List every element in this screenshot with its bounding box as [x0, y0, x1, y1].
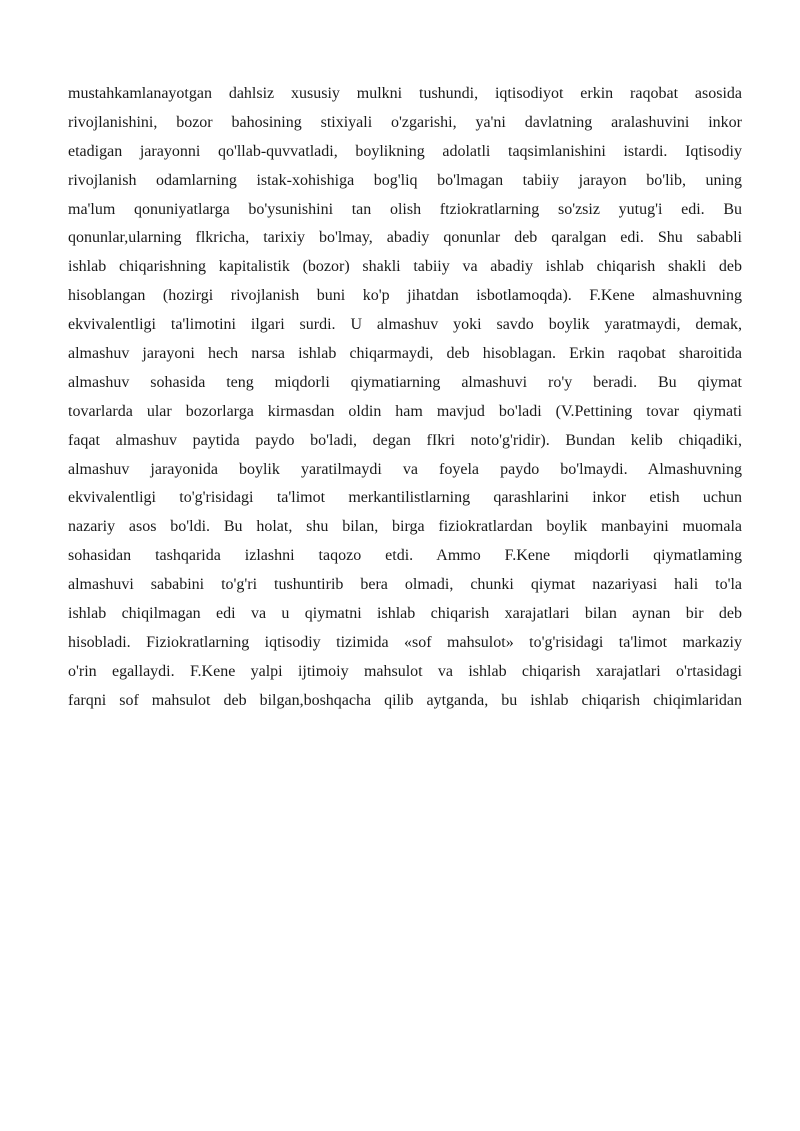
text-line: sohasidan tashqarida izlashni taqozo etdi. Ammo F.Kene miqdorli qiymatlaming: [68, 547, 742, 565]
body-text: [68, 80, 742, 716]
text-line: rivojlanishini, bozor bahosining stixiyali o'zgarishi, ya'ni davlatning aralashuvini inkor: [68, 113, 742, 131]
text-line: mustahkamlanayotgan dahlsiz xususiy mulkni tushundi, iqtisodiyot erkin raqobat asosida: [68, 85, 742, 102]
text-line: farqni sof mahsulot deb bilgan,boshqacha qilib aytganda, bu ishlab chiqarish chiqimlaridan: [68, 691, 742, 709]
text-line: tovarlarda ular bozorlarga kirmasdan oldin ham mavjud bo'ladi (V.Pettining tovar qiymati: [68, 402, 742, 420]
text-line: hisoblangan (hozirgi rivojlanish buni ko'p jihatdan isbotlamoqda). F.Kene almashuvning: [68, 287, 742, 305]
text-line: almashuvi sababini to'g'ri tushuntirib bera olmadi, chunki qiymat nazariyasi hali to'la: [68, 576, 742, 594]
text-line: ishlab chiqilmagan edi va u qiymatni ishlab chiqarish xarajatlari bilan aynan bir deb: [68, 605, 742, 623]
text-line: ekvivalentligi ta'limotini ilgari surdi. U almashuv yoki savdo boylik yaratmaydi, demak,: [68, 316, 742, 334]
text-line: ekvivalentligi to'g'risidagi ta'limot merkantilistlarning qarashlarini inkor etish uchun: [68, 489, 742, 507]
text-line: qonunlar,ularning flkricha, tarixiy bo'lmay, abadiy qonunlar deb qaralgan edi. Shu sababli: [68, 229, 742, 247]
text-line: faqat almashuv paytida paydo bo'ladi, degan fIkri noto'g'ridir). Bundan kelib chiqadiki,: [68, 431, 742, 449]
text-line: hisobladi. Fiziokratlarning iqtisodiy tizimida «sof mahsulot» to'g'risidagi ta'limot markaziy: [68, 633, 742, 651]
text-line: almashuv jarayoni hech narsa ishlab chiqarmaydi, deb hisoblagan. Erkin raqobat sharoitida: [68, 345, 742, 363]
text-line: ishlab chiqarishning kapitalistik (bozor) shakli tabiiy va abadiy ishlab chiqarish shakli deb: [68, 258, 742, 276]
text-line: almashuv jarayonida boylik yaratilmaydi va foyela paydo bo'lmaydi. Almashuvning: [68, 460, 742, 478]
text-line: o'rin egallaydi. F.Kene yalpi ijtimoiy mahsulot va ishlab chiqarish xarajatlari o'rtasidagi: [68, 662, 742, 680]
text-line: rivojlanish odamlarning istak-xohishiga bog'liq bo'lmagan tabiiy jarayon bo'lib, uning: [68, 171, 742, 189]
text-line: almashuv sohasida teng miqdorli qiymatiarning almashuvi ro'y beradi. Bu qiymat: [68, 373, 742, 391]
text-line: ma'lum qonuniyatlarga bo'ysunishini tan olish ftziokratlarning so'zsiz yutug'i edi. Bu: [68, 200, 742, 218]
text-line: nazariy asos bo'ldi. Bu holat, shu bilan, birga fiziokratlardan boylik manbayini muomala: [68, 518, 742, 536]
text-line: etadigan jarayonni qo'llab-quvvatladi, boylikning adolatli taqsimlanishini istardi. Iqtisodiy: [68, 142, 742, 160]
